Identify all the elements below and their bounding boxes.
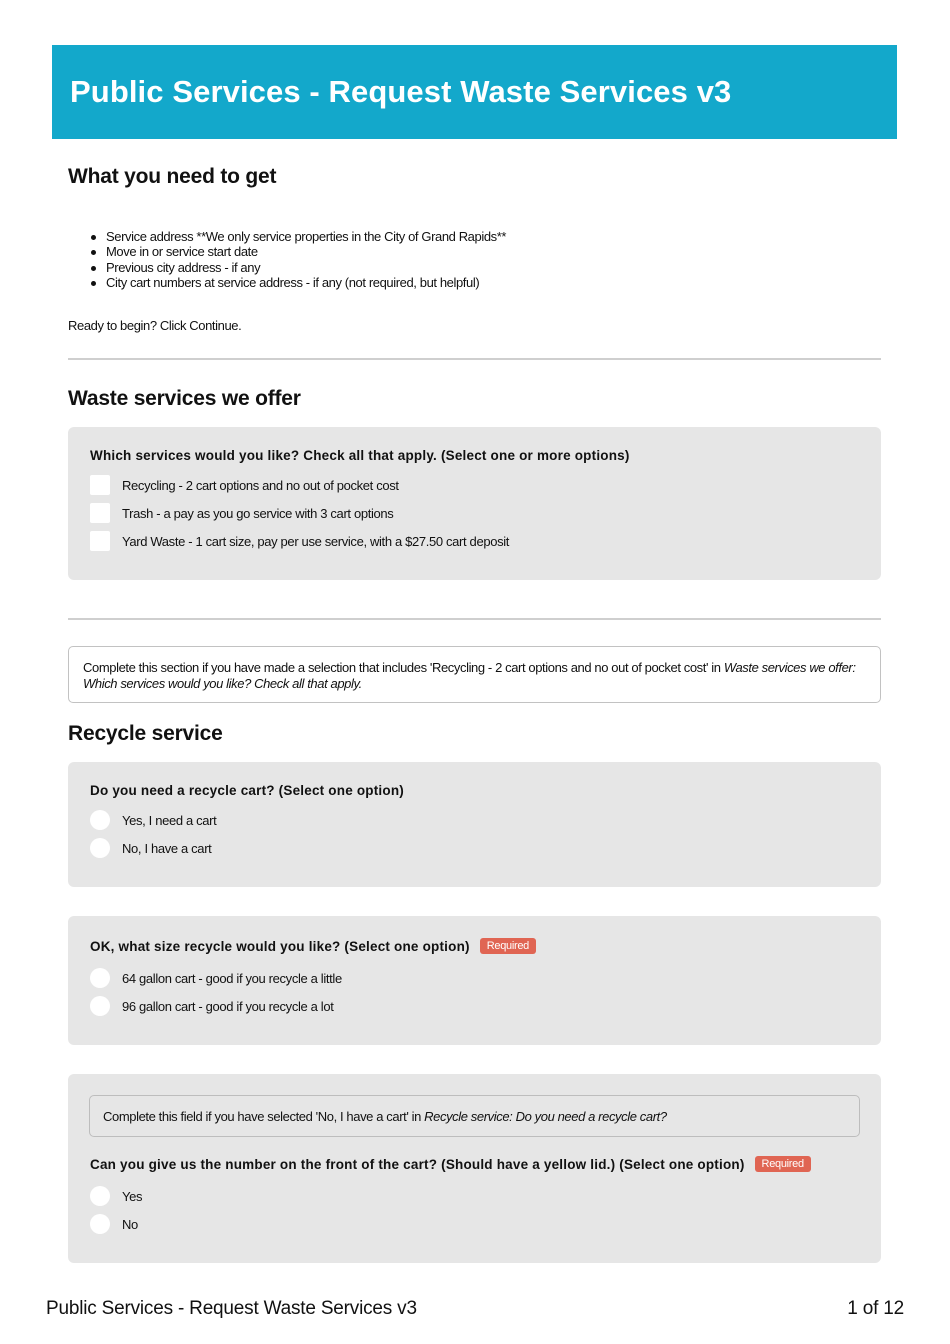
- need-cart-panel: [68, 762, 881, 887]
- question-text: Can you give us the number on the front of the cart? (Should have a yellow lid.) (Select one option): [90, 1157, 745, 1172]
- option-no-have-cart[interactable]: [90, 838, 211, 858]
- condition-reference: Recycle service: Do you need a recycle cart?: [424, 1109, 667, 1124]
- cart-size-question: [90, 938, 536, 955]
- list-item: City cart numbers at service address - if any (not required, but helpful): [106, 275, 506, 290]
- requirements-list: [106, 229, 506, 290]
- option-recycling[interactable]: [90, 475, 399, 495]
- option-64-gallon[interactable]: [90, 968, 342, 988]
- waste-services-heading: Waste services we offer: [68, 387, 301, 410]
- radio-button[interactable]: [90, 1214, 110, 1234]
- services-question: Which services would you like? Check all that apply. (Select one or more options): [90, 448, 630, 463]
- option-yes[interactable]: [90, 1186, 142, 1206]
- option-trash[interactable]: [90, 503, 393, 523]
- footer-title: Public Services - Request Waste Services v3: [46, 1298, 417, 1319]
- option-label: No: [122, 1216, 138, 1232]
- condition-text: Complete this section if you have made a selection that includes 'Recycling - 2 cart options and no out of pocket cost' in: [83, 660, 724, 675]
- question-text: OK, what size recycle would you like? (Select one option): [90, 939, 470, 954]
- recycle-service-heading: Recycle service: [68, 722, 223, 745]
- cart-size-panel: [68, 916, 881, 1045]
- condition-text: Complete this field if you have selected 'No, I have a cart' in: [103, 1109, 425, 1124]
- services-question-panel: [68, 427, 881, 580]
- radio-button[interactable]: [90, 968, 110, 988]
- checkbox[interactable]: [90, 475, 110, 495]
- divider: [68, 618, 881, 620]
- required-badge: Required: [480, 938, 536, 954]
- list-item: Previous city address - if any: [106, 260, 506, 275]
- divider: [68, 358, 881, 360]
- cart-number-panel: [68, 1074, 881, 1263]
- option-label: 64 gallon cart - good if you recycle a little: [122, 970, 342, 986]
- cart-number-question: [90, 1156, 811, 1173]
- option-no[interactable]: [90, 1214, 138, 1234]
- option-yard-waste[interactable]: [90, 531, 509, 551]
- radio-button[interactable]: [90, 810, 110, 830]
- option-label: Yard Waste - 1 cart size, pay per use service, with a $27.50 cart deposit: [122, 533, 510, 549]
- option-label: Yes, I need a cart: [122, 812, 217, 828]
- option-yes-need-cart[interactable]: [90, 810, 216, 830]
- page-number: 1 of 12: [847, 1298, 904, 1319]
- field-condition-note: [89, 1095, 860, 1137]
- option-96-gallon[interactable]: [90, 996, 333, 1016]
- option-label: Yes: [122, 1188, 143, 1204]
- checkbox[interactable]: [90, 531, 110, 551]
- need-cart-question: Do you need a recycle cart? (Select one option): [90, 783, 404, 798]
- option-label: 96 gallon cart - good if you recycle a lot: [122, 998, 334, 1014]
- list-item: Service address **We only service properties in the City of Grand Rapids**: [106, 229, 507, 244]
- ready-text: Ready to begin? Click Continue.: [68, 318, 242, 333]
- intro-heading: What you need to get: [68, 165, 277, 188]
- page-title: Public Services - Request Waste Services v3: [70, 74, 732, 109]
- page-header: [52, 45, 897, 139]
- list-item: Move in or service start date: [106, 244, 506, 259]
- section-condition-note: [68, 646, 881, 703]
- radio-button[interactable]: [90, 838, 110, 858]
- condition-reference: Waste services we offer: Which services would you like? Check all that apply.: [83, 660, 856, 691]
- radio-button[interactable]: [90, 1186, 110, 1206]
- radio-button[interactable]: [90, 996, 110, 1016]
- option-label: Recycling - 2 cart options and no out of pocket cost: [122, 477, 399, 493]
- option-label: No, I have a cart: [122, 840, 212, 856]
- option-label: Trash - a pay as you go service with 3 cart options: [122, 505, 394, 521]
- checkbox[interactable]: [90, 503, 110, 523]
- required-badge: Required: [755, 1156, 811, 1172]
